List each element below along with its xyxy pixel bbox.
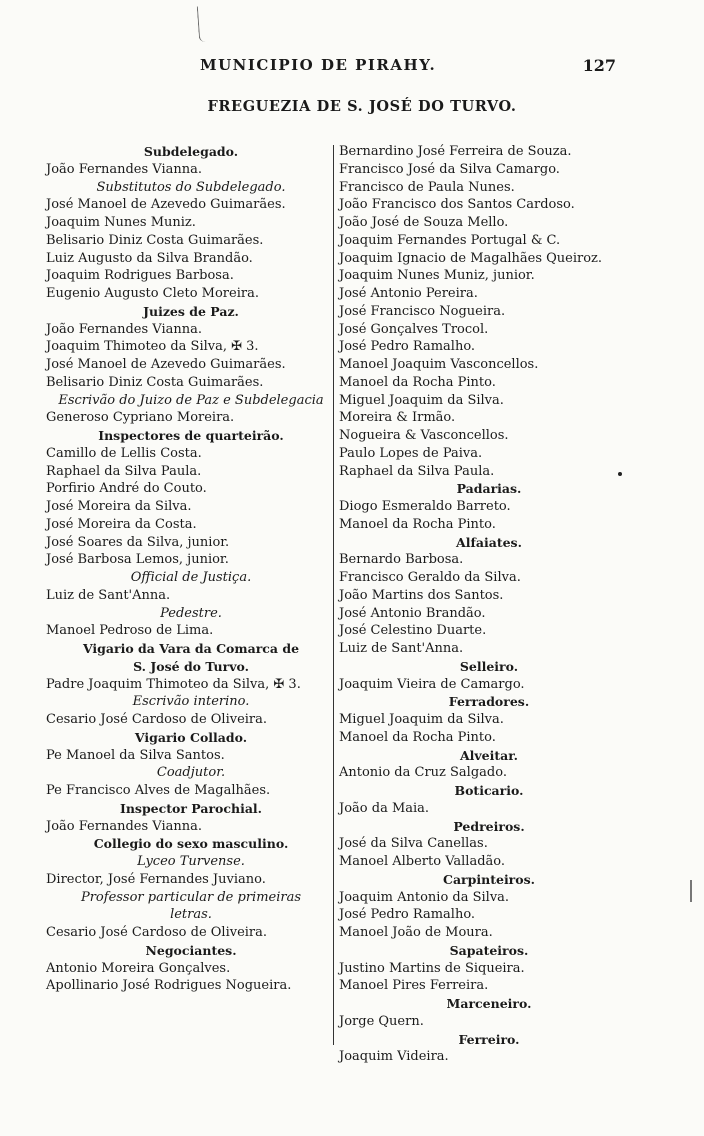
directory-entry: Justino Martins de Siqueira.	[339, 960, 525, 976]
directory-entry: João da Maia.	[339, 800, 430, 816]
section-heading: Ferreiro.	[458, 1031, 520, 1047]
column-divider	[333, 145, 334, 1045]
section-heading: Collegio do sexo masculino.	[93, 836, 289, 852]
section-heading: Marceneiro.	[446, 996, 532, 1011]
running-head-title: MUNICIPIO DE PIRAHY.	[200, 56, 437, 74]
directory-entry: José Celestino Duarte.	[339, 623, 487, 639]
directory-entry: Joaquim Videira.	[339, 1049, 449, 1065]
section-heading: Negociantes.	[145, 942, 237, 958]
directory-entry: Francisco de Paula Nunes.	[339, 179, 515, 195]
directory-entry: Joaquim Rodrigues Barbosa.	[46, 268, 234, 284]
directory-entry: José Soares da Silva, junior.	[46, 534, 230, 550]
directory-entry: Porfirio André do Couto.	[46, 481, 207, 497]
directory-entry: José Pedro Ramalho.	[339, 907, 476, 923]
section-heading: Vigario Collado.	[134, 729, 248, 745]
section-heading: Selleiro.	[459, 658, 519, 674]
section-heading: Inspector Parochial.	[119, 800, 263, 816]
directory-entry: Antonio Moreira Gonçalves.	[46, 960, 231, 976]
directory-entry: José Antonio Brandão.	[339, 605, 486, 621]
directory-entry: José Manoel de Azevedo Guimarães.	[46, 197, 286, 213]
directory-entry: Director, José Fernandes Juviano.	[46, 871, 266, 887]
directory-entry: João Fernandes Vianna.	[46, 818, 202, 834]
section-heading: Pedreiros.	[453, 818, 525, 834]
directory-entry: Manoel da Rocha Pinto.	[339, 729, 496, 745]
section-heading: Ferradores.	[448, 694, 530, 710]
section-heading: Vigario da Vara da Comarca de	[82, 641, 300, 656]
running-head	[0, 56, 704, 78]
italic-heading: Substitutos do Subdelegado.	[96, 179, 286, 195]
directory-entry: Joaquim Antonio da Silva.	[339, 889, 510, 905]
directory-entry: Joaquim Nunes Muniz, junior.	[339, 268, 535, 284]
directory-entry: José Moreira da Costa.	[46, 516, 197, 532]
italic-heading: Escrivão do Juizo de Paz e Subdelegacia	[58, 392, 324, 408]
directory-entry: Francisco José da Silva Camargo.	[339, 161, 560, 177]
directory-entry: Padre Joaquim Thimoteo da Silva, ✠ 3.	[46, 676, 301, 692]
directory-entry: Antonio da Cruz Salgado.	[339, 765, 507, 781]
directory-entry: Raphael da Silva Paula.	[46, 463, 202, 479]
section-heading: Sapateiros.	[449, 942, 529, 958]
directory-entry: Manoel Pires Ferreira.	[339, 978, 489, 994]
directory-entry: José Manoel de Azevedo Guimarães.	[46, 357, 286, 372]
italic-heading: Pedestre.	[160, 605, 222, 621]
directory-entry: Pe Manoel da Silva Santos.	[46, 747, 225, 763]
directory-entry: Bernardo Barbosa.	[339, 552, 464, 568]
section-heading: Padarias.	[456, 481, 522, 497]
directory-entry: Eugenio Augusto Cleto Moreira.	[46, 286, 259, 301]
directory-entry: Manoel Joaquim Vasconcellos.	[339, 357, 539, 372]
directory-entry: Jorge Quern.	[339, 1013, 424, 1029]
italic-heading: letras.	[170, 907, 212, 923]
italic-heading: Professor particular de primeiras	[80, 889, 302, 905]
right-column	[339, 143, 639, 1066]
section-heading: Carpinteiros.	[443, 871, 535, 887]
directory-entry: Paulo Lopes de Paiva.	[339, 445, 483, 461]
directory-entry: João José de Souza Mello.	[339, 215, 509, 230]
directory-entry: Manoel Pedroso de Lima.	[46, 623, 214, 639]
directory-entry: Francisco Geraldo da Silva.	[339, 570, 521, 585]
directory-entry: Miguel Joaquim da Silva.	[339, 712, 504, 727]
directory-entry: Manoel da Rocha Pinto.	[339, 516, 496, 532]
directory-entry: João Francisco dos Santos Cardoso.	[339, 197, 575, 213]
directory-entry: Joaquim Nunes Muniz.	[46, 215, 196, 230]
directory-entry: Cesario José Cardoso de Oliveira.	[46, 712, 268, 727]
directory-entry: Joaquim Ignacio de Magalhães Queiroz.	[339, 250, 603, 266]
directory-entry: Diogo Esmeraldo Barreto.	[339, 499, 511, 514]
margin-pen-mark	[197, 6, 208, 43]
directory-entry: Belisario Diniz Costa Guimarães.	[46, 232, 264, 248]
section-title: FREGUEZIA DE S. JOSÉ DO TURVO.	[207, 98, 517, 115]
section-heading: Juizes de Paz.	[143, 303, 239, 319]
directory-entry: José Francisco Nogueira.	[339, 303, 506, 319]
directory-entry: José Moreira da Silva.	[46, 499, 192, 514]
directory-entry: Generoso Cypriano Moreira.	[46, 410, 235, 426]
section-heading: Inspectores de quarteirão.	[98, 428, 284, 443]
directory-entry: José Barbosa Lemos, junior.	[46, 552, 229, 568]
directory-entry: João Fernandes Vianna.	[46, 321, 202, 337]
directory-entry: Cesario José Cardoso de Oliveira.	[46, 925, 268, 940]
page-number: 127	[582, 56, 616, 75]
directory-entry: Miguel Joaquim da Silva.	[339, 392, 504, 408]
directory-entry: Luiz Augusto da Silva Brandão.	[46, 250, 253, 266]
directory-entry: Luiz de Sant'Anna.	[339, 641, 464, 656]
section-heading: Boticario.	[454, 783, 524, 798]
directory-entry: José Antonio Pereira.	[339, 286, 478, 301]
directory-entry: Manoel João de Moura.	[339, 925, 493, 940]
margin-pen-mark	[690, 880, 692, 902]
left-column	[46, 143, 336, 995]
directory-entry: Manoel da Rocha Pinto.	[339, 374, 496, 390]
directory-entry: Moreira & Irmão.	[339, 410, 456, 426]
directory-entry: Manoel Alberto Valladão.	[339, 854, 506, 869]
directory-entry: João Fernandes Vianna.	[46, 161, 202, 177]
directory-entry: Raphael da Silva Paula.	[339, 463, 495, 479]
section-heading: Subdelegado.	[143, 144, 239, 159]
directory-entry: Joaquim Vieira de Camargo.	[339, 676, 525, 692]
directory-entry: Nogueira & Vasconcellos.	[339, 428, 509, 443]
italic-heading: Escrivão interino.	[132, 694, 250, 710]
directory-entry: João Martins dos Santos.	[339, 587, 504, 603]
directory-entry: Belisario Diniz Costa Guimarães.	[46, 374, 264, 390]
italic-heading: Coadjutor.	[156, 765, 226, 781]
italic-heading: Official de Justiça.	[130, 570, 252, 585]
directory-entry: Joaquim Thimoteo da Silva, ✠ 3.	[46, 339, 259, 355]
directory-entry: Apollinario José Rodrigues Nogueira.	[46, 978, 292, 994]
directory-entry: José da Silva Canellas.	[339, 836, 488, 852]
section-heading: Alfaiates.	[456, 534, 522, 550]
directory-entry: José Gonçalves Trocol.	[339, 321, 489, 337]
directory-entry: Pe Francisco Alves de Magalhães.	[46, 783, 271, 798]
directory-entry: Camillo de Lellis Costa.	[46, 445, 202, 461]
directory-entry: Luiz de Sant'Anna.	[46, 587, 171, 603]
section-heading: Alveitar.	[459, 747, 519, 763]
italic-heading: Lyceo Turvense.	[137, 854, 245, 869]
directory-entry: Bernardino José Ferreira de Souza.	[339, 144, 572, 159]
directory-entry: Joaquim Fernandes Portugal & C.	[339, 232, 561, 248]
section-heading: S. José do Turvo.	[133, 658, 249, 674]
directory-entry: José Pedro Ramalho.	[339, 339, 476, 355]
